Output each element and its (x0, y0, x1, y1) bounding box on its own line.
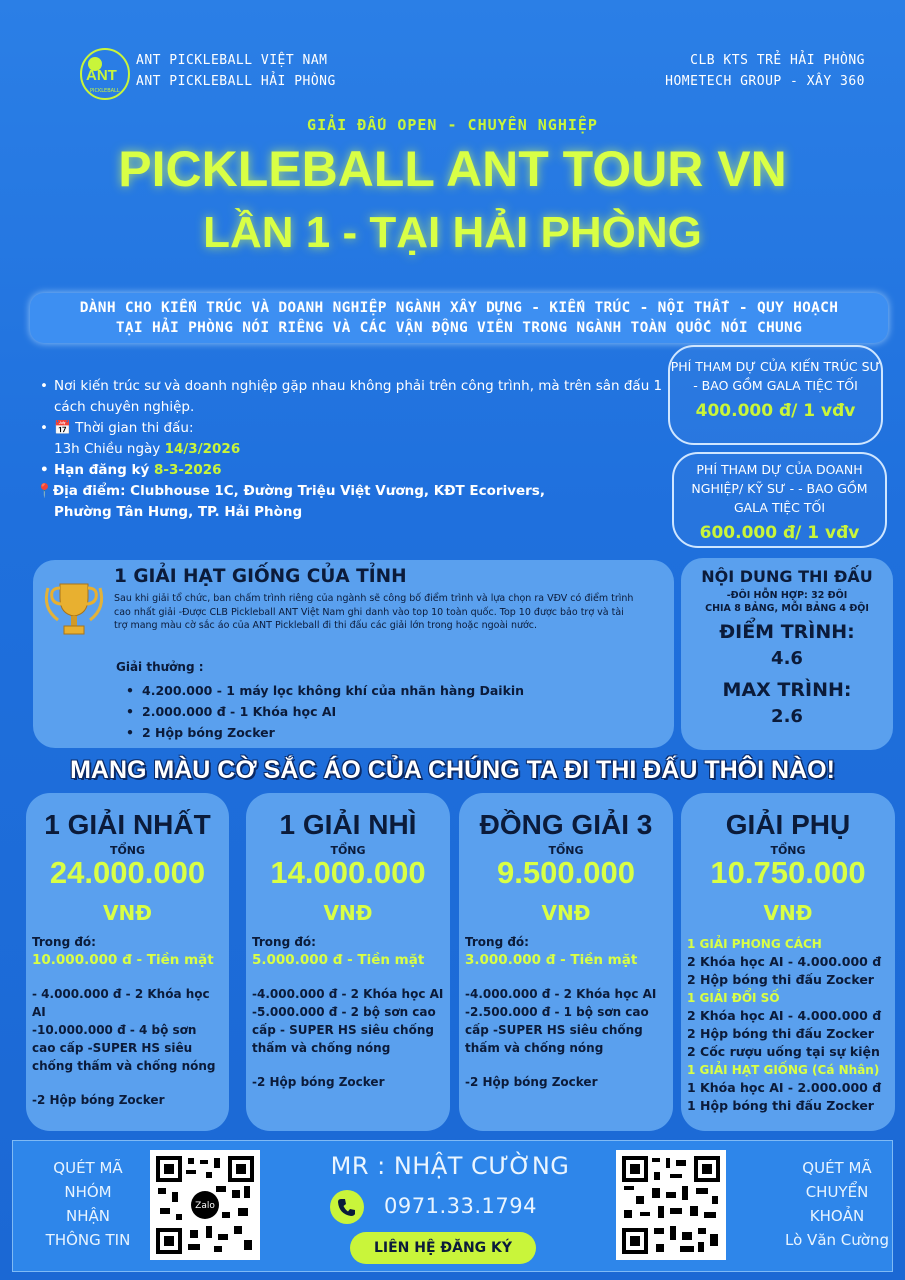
pin-icon: 📍 (36, 483, 53, 499)
contact-name: MR : NHẬT CƯỜNG (330, 1152, 570, 1180)
list-item: • 2 Hộp bóng Zocker (126, 722, 524, 743)
qr-group-text: QUÉT MÃ NHÓM NHẬN THÔNG TIN (45, 1159, 131, 1249)
location-line2: Phường Tân Hưng, TP. Hải Phòng (54, 504, 303, 520)
trophy-icon (38, 568, 110, 648)
subtitle: GIẢI ĐẤU OPEN - CHUYÊN NGHIỆP (307, 116, 598, 134)
seed-prize-list (126, 680, 524, 743)
register-button[interactable]: LIÊN HỆ ĐĂNG KÝ (350, 1232, 536, 1264)
time-value: 13h Chiều ngày 14/3/2026 (54, 441, 241, 457)
seed-prize-label: Giải thưởng : (116, 660, 204, 674)
fee-architect: PHÍ THAM DỰ CỦA KIẾN TRÚC SƯ - BAO GỒM GALA TIỆC TỐI 400.000 đ/ 1 vđv (668, 345, 883, 445)
prize-card-third: ĐỒNG GIẢI 3 TỔNG 9.500.000 VNĐ Trong đó: 3.000.000 đ - Tiền mặt -4.000.000 đ - 2 Khóa học AI -2.500.000 đ - 1 bộ sơn cao cấp -SUPER HS siêu chống thấm và chống nóng -2 Hộp bóng Zocker (459, 793, 673, 1131)
phone-number[interactable]: 0971.33.1794 (384, 1194, 537, 1218)
list-item: • 4.200.000 - 1 máy lọc không khí của nhãn hàng Daikin (126, 680, 524, 701)
title-main: PICKLEBALL ANT TOUR VN (118, 141, 787, 197)
qr-transfer-text: QUÉT MÃ CHUYỂN KHOẢN Lò Văn Cường (785, 1159, 889, 1249)
title-sub: LẦN 1 - TẠI HẢI PHÒNG (203, 208, 702, 257)
seed-description: Sau khi giải tổ chức, ban chấm trình riêng của ngành sẽ công bố điểm trình và lựa chọn ra VĐV có điểm trình cao nhất giải -Được CLB Pickleball ANT Việt Nam ghi danh vào top 10 toàn quốc. Top 10 được bảo trợ và tài trợ mang màu cờ sắc áo của ANT Pickleball đi thi đấu các giải lớn trong hoặc ngoài nước. (114, 593, 634, 631)
audience-banner: DÀNH CHO KIẾN TRÚC VÀ DOANH NGHIỆP NGÀNH XÂY DỰNG - KIẾN TRÚC - NỘI THẤT - QUY HOẠCH TẠI HẢI PHÒNG NÓI RIÊNG VÀ CÁC VẬN ĐỘNG VIÊN TRONG NGÀNH TOÀN QUỐC NÓI CHUNG (30, 293, 888, 343)
svg-text:Zalo: Zalo (195, 1201, 215, 1211)
deadline: • Hạn đăng ký 8-3-2026 (36, 460, 676, 481)
competition-content: NỘI DUNG THI ĐẤU -ĐÔI HỖN HỢP: 32 ĐÔI CHIA 8 BẢNG, MỖI BẢNG 4 ĐỘI ĐIỂM TRÌNH: 4.6 MAX TRÌNH: 2.6 (681, 558, 893, 750)
qr-code-group[interactable] (150, 1150, 260, 1260)
slogan: MANG MÀU CỜ SẮC ÁO CỦA CHÚNG TA ĐI THI ĐẤU THÔI NÀO! (70, 756, 835, 784)
fee-enterprise: PHÍ THAM DỰ CỦA DOANH NGHIỆP/ KỸ SƯ - - BAO GỒM GALA TIỆC TỐI 600.000 đ/ 1 vđv (672, 452, 887, 548)
calendar-icon: 📅 (54, 420, 71, 436)
list-item: • 2.000.000 đ - 1 Khóa học AI (126, 701, 524, 722)
intro-text: • Nơi kiến trúc sư và doanh nghiệp gặp nhau không phải trên công trình, mà trên sân đấu 1 cách chuyên nghiệp. (36, 376, 676, 418)
location: 📍Địa điểm: Clubhouse 1C, Đường Triệu Việt Vương, KĐT Ecorivers, (36, 483, 545, 499)
qr-code-transfer[interactable] (616, 1150, 726, 1260)
org-left: ANT PICKLEBALL VIỆT NAM ANT PICKLEBALL HẢI PHÒNG (136, 53, 336, 89)
prize-card-side: GIẢI PHỤ TỔNG 10.750.000 VNĐ 1 GIẢI PHONG CÁCH 2 Khóa học AI - 4.000.000 đ 2 Hộp bóng thi đấu Zocker 1 GIẢI ĐỔI SỐ 2 Khóa học AI - 4.000.000 đ 2 Hộp bóng thi đấu Zocker 2 Cốc rượu uống tại sự kiện 1 GIẢI HẠT GIỐNG (Cá Nhân) 1 Khóa học AI - 2.000.000 đ 1 Hộp bóng thi đấu Zocker (681, 793, 895, 1131)
phone-icon (330, 1190, 364, 1224)
svg-text:ANT: ANT (86, 67, 117, 84)
seed-title: 1 GIẢI HẠT GIỐNG CỦA TỈNH (114, 566, 407, 587)
prize-card-second: 1 GIẢI NHÌ TỔNG 14.000.000 VNĐ Trong đó: 5.000.000 đ - Tiền mặt -4.000.000 đ - 2 Khóa học AI -5.000.000 đ - 2 bộ sơn cao cấp - SUPER HS siêu chống thấm và chống nóng -2 Hộp bóng Zocker (246, 793, 450, 1131)
event-info (36, 376, 676, 523)
svg-text:PICKLEBALL: PICKLEBALL (90, 88, 120, 94)
prize-card-first: 1 GIẢI NHẤT TỔNG 24.000.000 VNĐ Trong đó: 10.000.000 đ - Tiền mặt - 4.000.000 đ - 2 Khóa học AI -10.000.000 đ - 4 bộ sơn cao cấp -SUPER HS siêu chống thấm và chống nóng -2 Hộp bóng Zocker (26, 793, 229, 1131)
time-label: • 📅 Thời gian thi đấu: (36, 418, 676, 439)
ant-logo (78, 46, 132, 102)
org-right: CLB KTS TRẺ HẢI PHÒNG HOMETECH GROUP - XÂY 360 (665, 53, 865, 89)
